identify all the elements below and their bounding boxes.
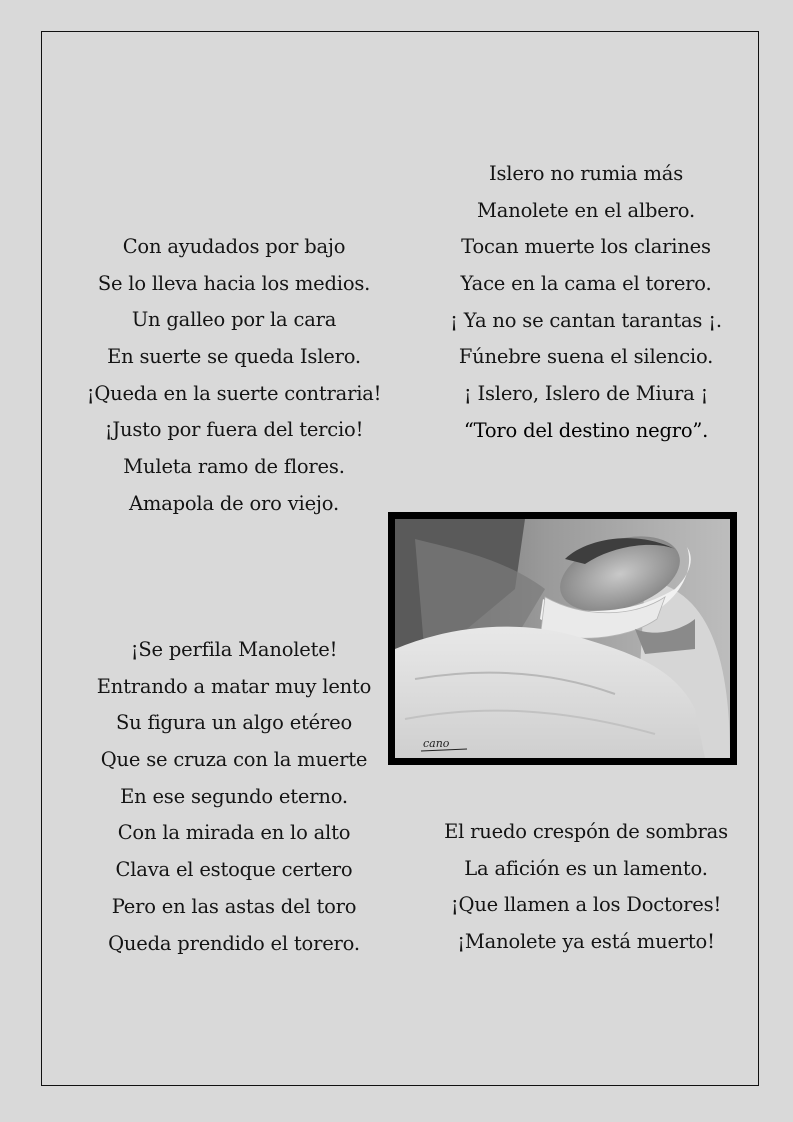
verse-line: En ese segundo eterno.	[120, 784, 348, 808]
verse-line: Pero en las astas del toro	[111, 894, 357, 918]
verse-line: Entrando a matar muy lento	[96, 674, 372, 698]
verse-line: Amapola de oro viejo.	[129, 491, 339, 515]
verse-line: El ruedo crespón de sombras	[444, 820, 728, 843]
stanza-2	[410, 156, 762, 450]
verse-line: Islero no rumia más	[489, 162, 683, 185]
verse-line: Que se cruza con la muerte	[100, 748, 368, 772]
verse-line: En suerte se queda Islero.	[107, 345, 361, 369]
photo-signature: cano	[423, 737, 450, 750]
verse-line: Clava el estoque certero	[115, 858, 353, 882]
verse-line: ¡Manolete ya está muerto!	[457, 930, 715, 954]
photo-manolete	[388, 512, 737, 765]
verse-line: ¡ Ya no se cantan tarantas ¡.	[450, 308, 722, 332]
verse-line: Un galleo por la cara	[131, 308, 337, 332]
stanza-3	[60, 632, 408, 962]
verse-line: ¡Queda en la suerte contraria!	[86, 381, 382, 405]
verse-line: Con ayudados por bajo	[122, 235, 346, 258]
verse-line: ¡ Islero, Islero de Miura ¡	[463, 382, 709, 406]
verse-line: Queda prendido el torero.	[108, 931, 360, 955]
photo-image	[395, 519, 730, 758]
verse-line: Manolete en el albero.	[477, 198, 695, 222]
verse-line: ¡Justo por fuera del tercio!	[104, 418, 364, 442]
verse-line: Se lo lleva hacia los medios.	[97, 271, 371, 295]
verse-line: Tocan muerte los clarines	[461, 235, 711, 259]
verse-line: Fúnebre suena el silencio.	[458, 345, 714, 369]
verse-line: Yace en la cama el torero.	[460, 272, 712, 296]
stanza-4	[410, 814, 762, 961]
verse-line: “Toro del destino negro”.	[463, 418, 709, 442]
verse-line: La afición es un lamento.	[464, 856, 708, 880]
verse-line: ¡Que llamen a los Doctores!	[450, 893, 722, 917]
verse-line: ¡Se perfila Manolete!	[130, 638, 338, 661]
stanza-1	[60, 229, 408, 523]
verse-line: Con la mirada en lo alto	[117, 821, 351, 845]
verse-line: Muleta ramo de flores.	[123, 455, 345, 479]
verse-line: Su figura un algo etéreo	[115, 711, 353, 735]
